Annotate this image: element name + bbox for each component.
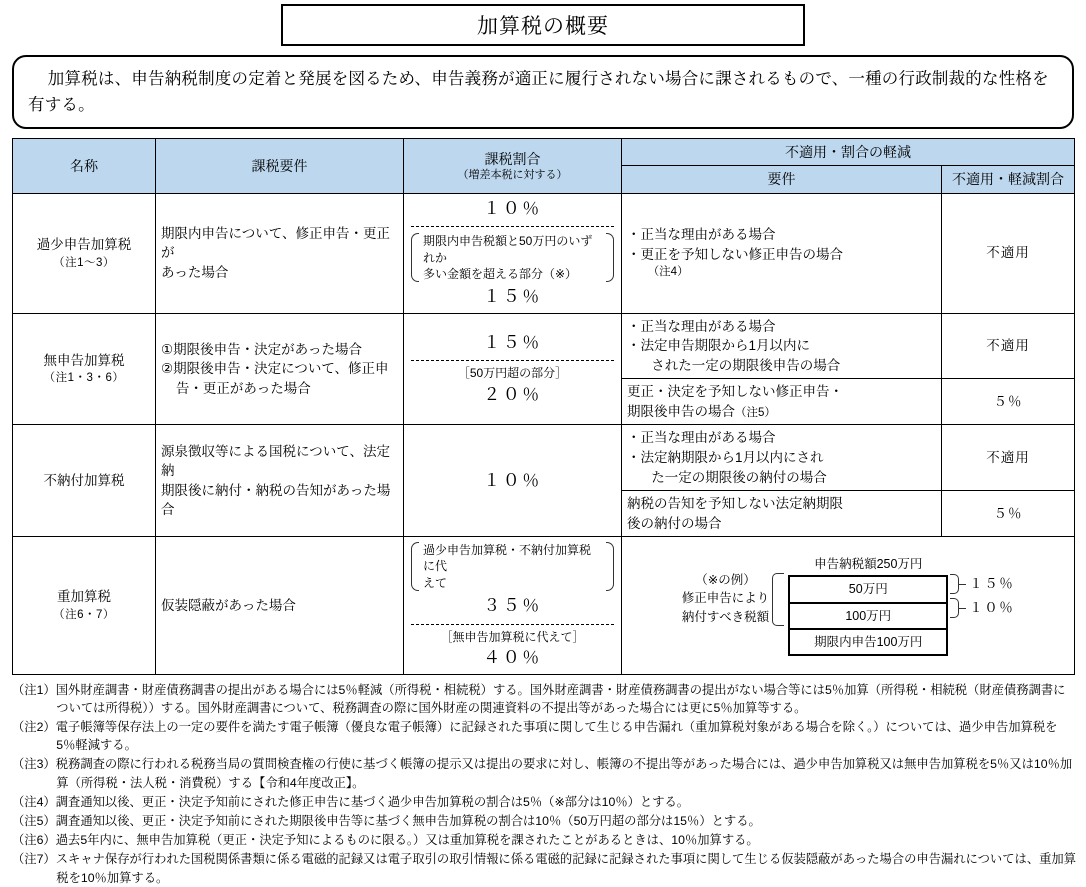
diagram-rate-1: １５％ [969, 576, 1015, 592]
diagram-left-label-line-1: （※の例） [695, 573, 756, 588]
requirement-line-3: 告・更正があった場合 [175, 380, 311, 396]
diagram-rate-row-1 [950, 572, 1014, 596]
rate-bottom-value: １５％ [483, 286, 542, 306]
row-name-heavy [13, 537, 156, 674]
rate-bracket-note [409, 541, 616, 592]
diagram-right-brace-icon [950, 598, 959, 618]
rate-bracket-note-line-2: 多い金額を超える部分（※） [423, 266, 578, 281]
diagram-caption: 申告納税額250万円 [814, 557, 923, 572]
row-relief-condition [622, 491, 942, 537]
diagram-tick-icon [959, 608, 966, 609]
tax-name-note-ref: （注6・7） [53, 608, 115, 621]
row-rate [404, 313, 622, 425]
footnotes-container [12, 681, 1076, 887]
row-relief-rate: ５％ [942, 379, 1075, 425]
condition-line-1: 更正・決定を予知しない修正申告・ [627, 384, 843, 400]
row-relief-rate: 不適用 [942, 193, 1075, 313]
tax-breakdown-diagram [627, 555, 1069, 656]
condition-bullet-1: ・正当な理由がある場合 [627, 430, 776, 446]
row-relief-rate: 不適用 [942, 425, 1075, 491]
rate-bracket-note-line-1: 過少申告加算税・不納付加算税に代 [423, 543, 592, 574]
condition-bullet-2: ・法定納期限から1月以内にされ [627, 450, 824, 466]
table-row [13, 193, 1075, 313]
tax-name-label: 過少申告加算税 [36, 237, 132, 253]
row-relief-rate: 不適用 [942, 313, 1075, 379]
row-relief-condition [622, 379, 942, 425]
footnote-5: （注5）調査通知以後、更正・決定予知前にされた期限後申告等に基づく無申告加算税の割合は10％（50万円超の部分は15％）とする。 [12, 814, 761, 829]
rate-bracket-note [409, 232, 616, 283]
row-relief-condition [622, 193, 942, 313]
requirement-line-1: 源泉徴収等による国税について、法定納 [161, 443, 390, 479]
requirement-line-2: 期限後に納付・納税の告知があった場合 [161, 482, 391, 518]
rate-dashed-divider [411, 226, 614, 227]
header-requirement: 課税要件 [156, 139, 404, 194]
tax-name-label: 重加算税 [57, 589, 111, 605]
row-requirement [156, 313, 404, 425]
diagram-left-label-line-3: 納付すべき税額 [681, 609, 770, 624]
requirement-line-1: 期限内申告について、修正申告・更正が [161, 225, 390, 261]
diagram-right-brace-icon [950, 574, 959, 594]
diagram-left-label [682, 555, 770, 625]
condition-continuation: された一定の期限後申告の場合 [651, 357, 841, 373]
diagram-right-rates [950, 555, 1014, 620]
row-relief-condition [622, 425, 942, 491]
tax-name-note-ref: （注1・3・6） [43, 372, 125, 385]
document-title-box [281, 4, 805, 46]
row-requirement [156, 193, 404, 313]
diagram-stack [788, 575, 948, 655]
table-row [13, 537, 1075, 674]
footnote-4: （注4）調査通知以後、更正・決定予知前にされた修正申告に基づく過少申告加算税の割合は5％（※部分は10％）とする。 [12, 794, 690, 809]
diagram-left-label-line-2: 修正申告により [681, 591, 770, 606]
intro-text: 加算税は、申告納税制度の定着と発展を図るため、申告義務が適正に履行されない場合に課されるもので、一種の行政制裁的な性格を有する。 [28, 70, 1049, 114]
row-requirement [156, 425, 404, 537]
header-relief-condition: 要件 [622, 166, 942, 193]
footnote-7: （注7）スキャナ保存が行われた国税関係書類に係る電磁的記録又は電子取引の取引情報に係る電磁的記録に記録された事項に関して生じる仮装隠蔽があった場合の申告漏れについては、重加算税を10％加算する。 [12, 852, 1077, 885]
condition-bullet-1: ・正当な理由がある場合 [627, 318, 776, 334]
condition-line-2: 後の納付の場合 [627, 515, 722, 531]
page-title: 加算税の概要 [477, 15, 609, 38]
diagram-rate-2: １０％ [969, 600, 1015, 616]
rate-single-value: １０％ [483, 470, 542, 490]
row-rate [404, 537, 622, 674]
table-row [13, 425, 1075, 491]
header-relief-group: 不適用・割合の軽減 [622, 139, 1075, 166]
requirement-line-1: 仮装隠蔽があった場合 [161, 597, 296, 613]
rate-square-note: ［50万円超の部分］ [457, 366, 568, 381]
tax-name-label: 不納付加算税 [43, 473, 125, 489]
condition-bullet-1: ・正当な理由がある場合 [627, 227, 776, 243]
rate-top-value: １５％ [483, 332, 542, 352]
table-row [13, 313, 1075, 379]
diagram-left-brace-icon [772, 573, 784, 626]
diagram-rate-row-2 [950, 596, 1014, 620]
rate-square-note: ［無申告加算税に代えて］ [440, 629, 585, 644]
row-rate [404, 193, 622, 313]
rate-bottom-value: ２０％ [483, 384, 542, 404]
header-rate [404, 139, 622, 194]
example-diagram-cell [622, 537, 1075, 674]
rate-bottom-value: ４０％ [483, 648, 542, 668]
condition-continuation: た一定の期限後の納付の場合 [651, 469, 827, 485]
table-header-row-1 [13, 139, 1075, 166]
header-rate-sub: （増差本税に対する） [457, 169, 568, 182]
row-name-understatement [13, 193, 156, 313]
diagram-stack-container [788, 555, 948, 656]
header-rate-main: 課税割合 [484, 151, 541, 168]
requirement-line-2: あった場合 [161, 264, 229, 280]
rate-dashed-divider [411, 624, 614, 625]
tax-name-label: 無申告加算税 [43, 352, 125, 368]
table-header [13, 139, 1075, 194]
rate-top-value: １０％ [483, 198, 542, 218]
rate-dashed-divider [411, 360, 614, 361]
footnote-1: （注1）国外財産調書・財産債務調書の提出がある場合には5％軽減（所得税・相続税）する。国外財産調書・財産債務調書の提出がない場合等には5％加算（所得税・相続税（財産債務調書については所得税））する。国外財産調書について、税務調査の際に国外財産の関連資料の不提出等があった場合には更に5％加算等する。 [12, 682, 1066, 715]
tax-name-note-ref: （注1～3） [53, 256, 115, 269]
condition-line-2-text: 期限後申告の場合 [627, 403, 735, 419]
row-name-nonpayment [13, 425, 156, 537]
footnote-3: （注3）税務調査の際に行われる税務当局の質問検査権の行使に基づく帳簿の提示又は提出の要求に対し、帳簿の不提出等があった場合には、過少申告加算税又は無申告加算税を5％又は10％加算（所得税・法人税・消費税）する【令和4年度改正】。 [12, 757, 1073, 790]
header-name: 名称 [13, 139, 156, 194]
row-rate [404, 425, 622, 537]
footnote-6: （注6）過去5年内に、無申告加算税（更正・決定予知によるものに限る。）又は重加算税を課されたことがあるときは、10％加算する。 [12, 833, 759, 848]
requirement-line-1: ①期限後申告・決定があった場合 [161, 341, 362, 357]
requirement-line-2: ②期限後申告・決定について、修正申 [161, 361, 389, 377]
footnote-2: （注2）電子帳簿等保存法上の一定の要件を満たす電子帳簿（優良な電子帳簿）に記録された事項に関して生じる申告漏れ（重加算税対象がある場合を除く。）については、過少申告加算税を5％軽減する。 [12, 720, 1058, 753]
row-requirement [156, 537, 404, 674]
diagram-tier-3: 期限内申告100万円 [814, 634, 923, 649]
diagram-tier-2: 100万円 [790, 604, 946, 630]
header-relief-rate: 不適用・軽減割合 [942, 166, 1075, 193]
rate-top-value: ３５％ [483, 595, 542, 615]
row-relief-rate: ５％ [942, 491, 1075, 537]
penalty-tax-summary-table [12, 138, 1075, 675]
title-container [0, 0, 1086, 46]
intro-paragraph-box [12, 55, 1074, 129]
condition-line-2 [627, 402, 936, 422]
condition-bullet-2: ・更正を予知しない修正申告の場合 [627, 246, 843, 262]
row-relief-condition [622, 313, 942, 379]
condition-line-1: 納税の告知を予知しない法定納期限 [627, 496, 843, 512]
diagram-tier-1: 50万円 [790, 577, 946, 603]
diagram-tick-icon [959, 584, 966, 585]
rate-bracket-note-line-2: えて [423, 575, 448, 590]
condition-note-ref: （注4） [647, 266, 689, 279]
rate-bracket-note-line-1: 期限内申告税額と50万円のいずれか [423, 234, 593, 265]
row-name-nonfiling [13, 313, 156, 425]
condition-note-ref: （注5） [735, 406, 776, 419]
table-body [13, 193, 1075, 674]
condition-bullet-2: ・法定申告期限から1月以内に [627, 338, 811, 354]
